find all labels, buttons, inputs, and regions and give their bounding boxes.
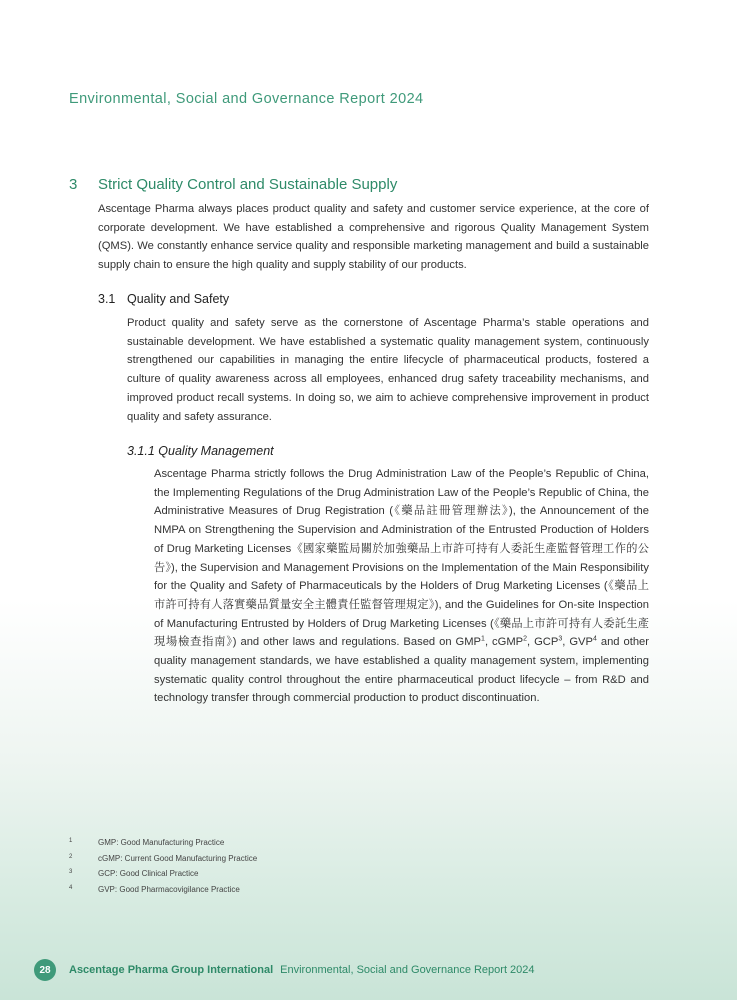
footnote-item xyxy=(69,869,569,885)
qm-text-part2: and other quality management standards, we have established a quality management system, implementing systematic quality control throughout the entire pharmaceutical product lifecycle – from R&D and technology transfer through commercial production to product discontinuation. xyxy=(154,636,649,705)
qm-text-gvp: , GVP xyxy=(562,636,593,649)
footnote-text: GCP: Good Clinical Practice xyxy=(98,869,199,879)
subsection-number: 3.1 xyxy=(98,292,116,306)
qm-text-cgmp: , cGMP xyxy=(484,636,524,649)
footnote-number: 4 xyxy=(69,885,73,892)
report-header: Environmental, Social and Governance Report 2024 xyxy=(69,91,424,107)
footer-company-name: Ascentage Pharma Group International xyxy=(69,964,274,976)
footnote-text: cGMP: Current Good Manufacturing Practice xyxy=(98,853,258,863)
footer-report-title: Environmental, Social and Governance Report 2024 xyxy=(280,964,535,976)
footnote-ref-3[interactable]: 3 xyxy=(558,635,563,643)
subsubsection-title: Quality Management xyxy=(158,444,274,458)
section-intro-paragraph: Ascentage Pharma always places product quality and safety and customer service experience, at the core of corporate development. We have established a comprehensive and rigorous Quality Management System (QMS). We constantly enhance service quality and responsible marketing management and build a sustainable supply chain to ensure the high quality and supply stability of our products. xyxy=(98,203,649,272)
subsubsection-number: 3.1.1 xyxy=(127,444,155,458)
subsection-title: Quality and Safety xyxy=(127,292,230,306)
footnote-ref-1[interactable]: 1 xyxy=(481,635,485,643)
footnote-number: 1 xyxy=(69,838,73,844)
footnotes xyxy=(69,838,569,901)
footnote-item xyxy=(69,838,569,854)
footnote-item xyxy=(69,885,569,901)
qm-text-gcp: , GCP xyxy=(527,636,559,649)
subsection-heading xyxy=(98,292,229,306)
footnote-number: 3 xyxy=(69,869,73,876)
page-footer xyxy=(34,959,535,981)
footnote-item xyxy=(69,854,569,870)
subsection-paragraph: Product quality and safety serve as the cornerstone of Ascentage Pharma’s stable operations and sustainable development. We have established a systematic quality management system, continuously strengthened our capabilities in managing the entire lifecycle of pharmaceutical products, fostered a culture of quality awareness across all employees, enhanced drug safety traceability mechanisms, and improved product recall systems. In doing so, we aim to achieve comprehensive improvement in product quality and safety assurance. xyxy=(127,317,649,423)
footnote-text: GVP: Good Pharmacovigilance Practice xyxy=(98,885,240,895)
footnote-ref-2[interactable]: 2 xyxy=(523,635,528,643)
subsubsection-heading xyxy=(127,444,274,458)
footnote-ref-4[interactable]: 4 xyxy=(592,635,597,643)
page-number-badge: 28 xyxy=(34,959,56,981)
footnote-text: GMP: Good Manufacturing Practice xyxy=(98,838,225,847)
section-heading xyxy=(69,176,669,193)
quality-management-paragraph xyxy=(154,465,649,708)
qm-text-part1: Ascentage Pharma strictly follows the Drug Administration Law of the People’s Republic of China, the Implementing Regulations of the Drug Administration Law of the People’s Republic of China, the Administrative Measures of Drug Registration (《藥品註冊管理辦法》), the Announcement of the NMPA on Strengthening the Supervision and Administration of the Entrusted Production of Holders of Drug Marketing Licenses《國家藥監局關於加強藥品上市許可持有人委託生產監督管理工作的公告》), the Supervision and Management Provisions on the Implementation of the Main Responsibility for the Quality and Safety of Pharmaceuticals by the Holders of Drug Marketing Licenses (《藥品上市許可持有人落實藥品質量安全主體責任監督管理規定》), and the Guidelines for On-site Inspection of Manufacturing Entrusted by Holders of Drug Marketing Licenses (《藥品上市許可持有人委託生產現場檢查指南》) and other laws and regulations. Based on GMP xyxy=(154,468,649,649)
section-title: Strict Quality Control and Sustainable Supply xyxy=(98,176,398,193)
footnote-number: 2 xyxy=(69,853,73,860)
section-number: 3 xyxy=(69,176,78,193)
